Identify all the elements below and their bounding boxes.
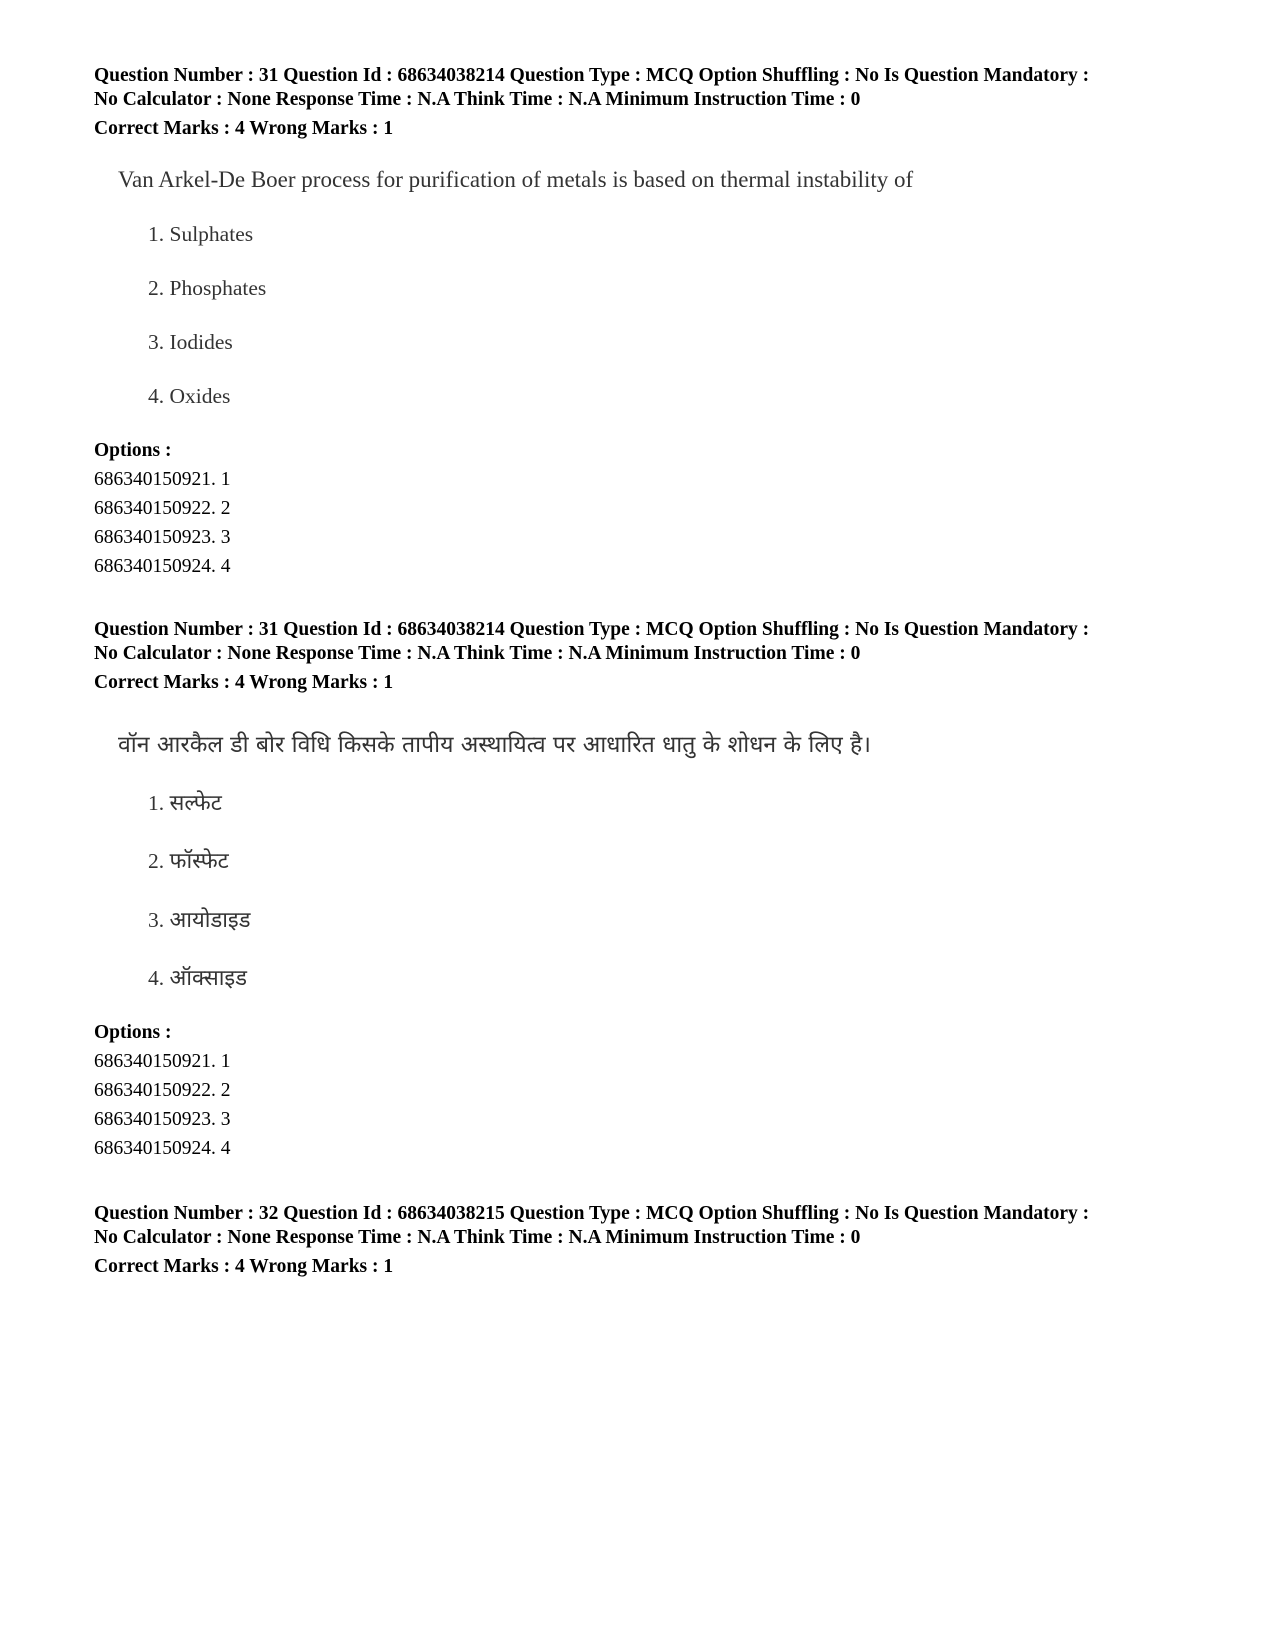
question-marks: Correct Marks : 4 Wrong Marks : 1 (94, 118, 394, 139)
choice-text: फॉस्फेट (169, 849, 229, 874)
question-header-31-hi (94, 618, 1214, 695)
choice-text: सल्फेट (169, 791, 222, 816)
choice-item (148, 274, 266, 302)
options-label: Options : (94, 1022, 172, 1043)
question-body-31-en (118, 166, 914, 408)
choice-item (148, 846, 229, 877)
choice-number: 2. (148, 849, 165, 873)
choice-text: Phosphates (169, 276, 267, 300)
choice-text: ऑक्साइड (169, 966, 248, 991)
question-stem: वॉन आरकैल डी बोर विधि किसके तापीय अस्थायित्व पर आधारित धातु के शोधन के लिए है। (118, 732, 871, 758)
options-block-31-en (94, 436, 231, 581)
option-row: 686340150921. 1 (94, 1051, 231, 1072)
choice-text: Iodides (169, 330, 233, 354)
option-row: 686340150923. 3 (94, 527, 231, 548)
choice-item (148, 220, 253, 248)
question-meta-line-1: Question Number : 31 Question Id : 68634038214 Question Type : MCQ Option Shuffling : No Is Question Mandatory : (94, 619, 1090, 640)
choice-number: 3. (148, 330, 165, 354)
option-row: 686340150923. 3 (94, 1109, 231, 1130)
choice-item (148, 963, 247, 994)
option-row: 686340150924. 4 (94, 556, 231, 577)
question-meta-line-2: No Calculator : None Response Time : N.A Think Time : N.A Minimum Instruction Time : 0 (94, 1227, 861, 1248)
choice-text: आयोडाइड (169, 908, 251, 933)
option-row: 686340150924. 4 (94, 1138, 231, 1159)
choice-number: 2. (148, 276, 165, 300)
question-header-31-en (94, 64, 1214, 141)
choice-item (148, 905, 250, 936)
question-meta-line-1: Question Number : 31 Question Id : 68634038214 Question Type : MCQ Option Shuffling : No Is Question Mandatory : (94, 65, 1090, 86)
choice-number: 3. (148, 908, 165, 932)
choice-item (148, 788, 222, 819)
choice-text: Oxides (169, 384, 231, 408)
question-stem: Van Arkel-De Boer process for purification of metals is based on thermal instability of (118, 167, 914, 192)
question-marks: Correct Marks : 4 Wrong Marks : 1 (94, 672, 394, 693)
options-block-31-hi (94, 1018, 231, 1163)
choice-item (148, 382, 230, 410)
question-marks: Correct Marks : 4 Wrong Marks : 1 (94, 1256, 394, 1277)
question-header-32 (94, 1202, 1214, 1279)
choice-item (148, 328, 233, 356)
choice-number: 1. (148, 791, 165, 815)
option-row: 686340150921. 1 (94, 469, 231, 490)
question-meta-line-2: No Calculator : None Response Time : N.A Think Time : N.A Minimum Instruction Time : 0 (94, 643, 861, 664)
choice-text: Sulphates (169, 222, 254, 246)
option-row: 686340150922. 2 (94, 498, 231, 519)
choice-number: 4. (148, 384, 165, 408)
question-meta-line-2: No Calculator : None Response Time : N.A Think Time : N.A Minimum Instruction Time : 0 (94, 89, 861, 110)
question-body-31-hi (118, 730, 871, 991)
choice-number: 4. (148, 966, 165, 990)
question-meta-line-1: Question Number : 32 Question Id : 68634038215 Question Type : MCQ Option Shuffling : No Is Question Mandatory : (94, 1203, 1090, 1224)
options-label: Options : (94, 440, 172, 461)
option-row: 686340150922. 2 (94, 1080, 231, 1101)
choice-number: 1. (148, 222, 165, 246)
